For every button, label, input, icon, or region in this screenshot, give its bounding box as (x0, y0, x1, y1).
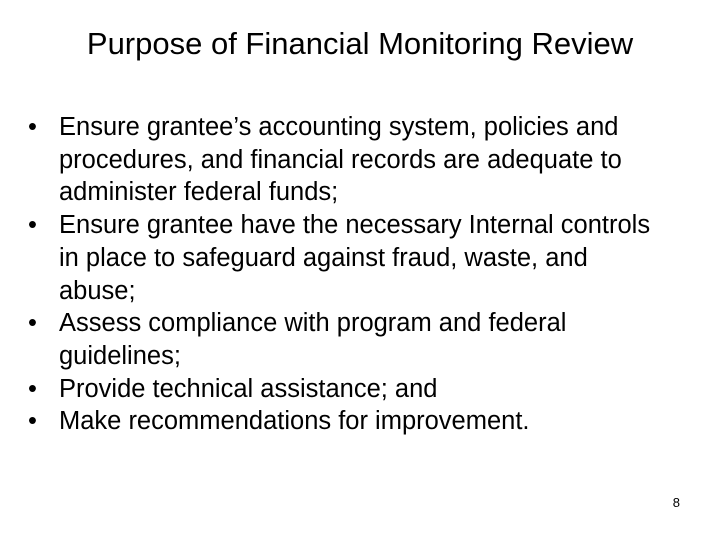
bullet-marker: • (28, 211, 37, 240)
bullet-text: Ensure grantee’s accounting system, policies and procedures, and financial records are adequate to administer federal funds; (59, 113, 622, 207)
bullet-text: Make recommendations for improvement. (59, 407, 530, 436)
bullet-text: Provide technical assistance; and (59, 374, 438, 403)
bullet-item (0, 111, 669, 209)
bullet-text: Ensure grantee have the necessary Internal controls in place to safeguard against fraud, waste, and abuse; (59, 211, 651, 305)
bullet-marker: • (28, 309, 37, 338)
bullet-item (0, 307, 669, 372)
bullet-item (0, 209, 669, 307)
bullet-item (0, 373, 669, 406)
bullet-list (0, 111, 720, 438)
bullet-marker: • (28, 113, 37, 141)
bullet-marker: • (28, 407, 37, 436)
page-number: 8 (672, 495, 680, 510)
slide-title: Purpose of Financial Monitoring Review (86, 26, 634, 61)
bullet-item (0, 405, 669, 438)
bullet-text: Assess compliance with program and federal guidelines; (59, 309, 567, 370)
bullet-marker: • (28, 374, 37, 403)
